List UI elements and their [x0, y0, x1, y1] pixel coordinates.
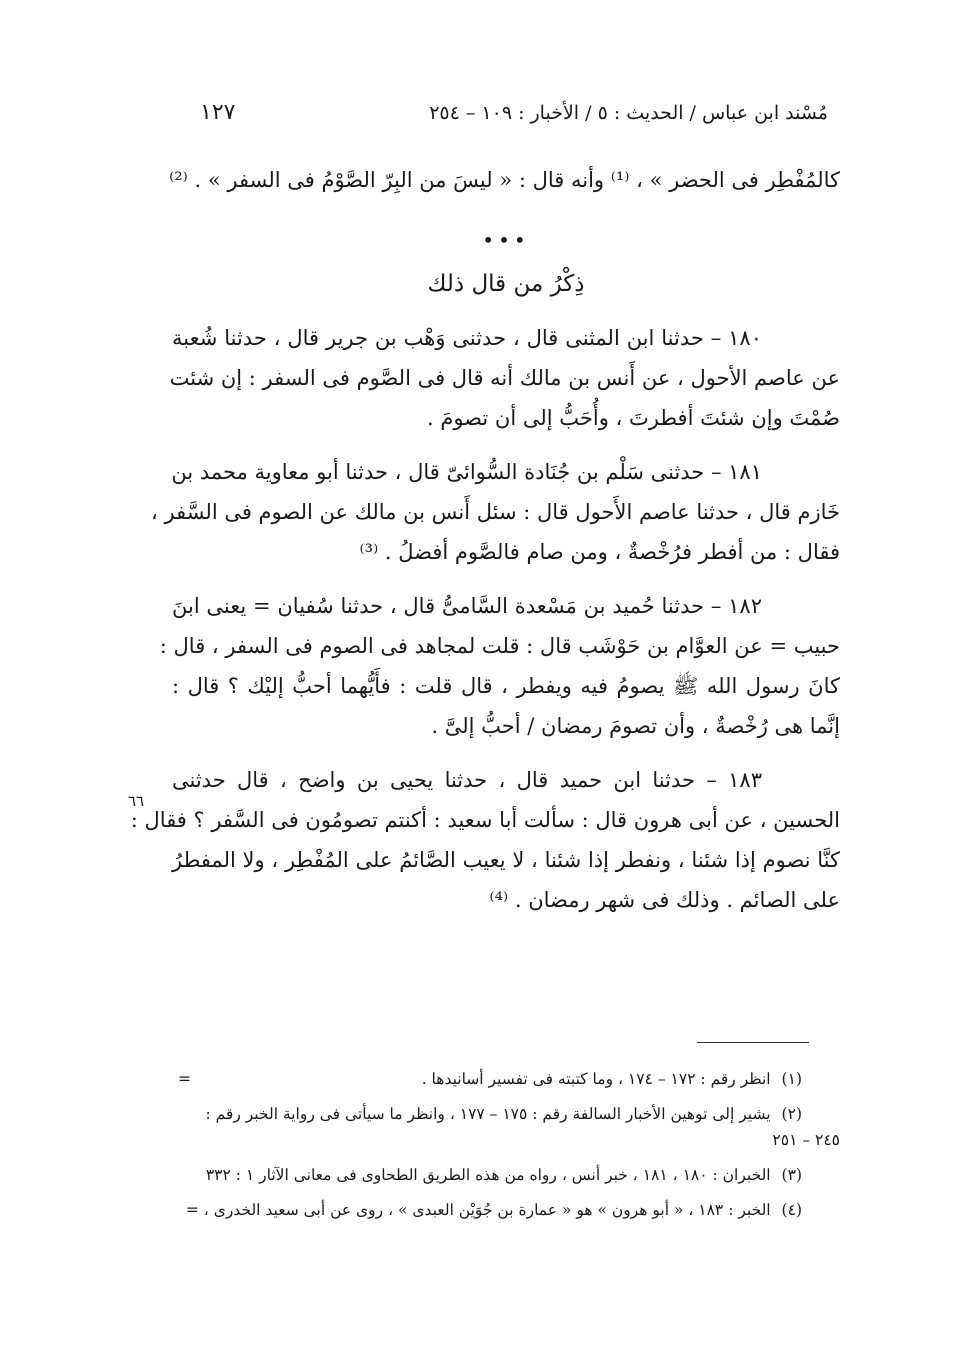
separator-dots: ••• — [482, 228, 530, 252]
running-header — [200, 102, 828, 142]
footnote-number: (٣) — [781, 1166, 802, 1184]
paragraph-line: الحسين ، عن أبى هرون قال : سألت أبا سعيد : أكنتم تصومُون فى السَّفر ؟ فقال : — [130, 808, 840, 832]
header-title: مُسْند ابن عباس / الحديث : ٥ / الأخبار : ١٠٩ – ٢٥٤ — [429, 102, 828, 124]
paragraph-line: فقال : من أفطر فرُخْصةٌ ، ومن صام فالصَّوم أفضلُ . ⁽³⁾ — [359, 540, 840, 564]
footnote-number: (١) — [781, 1070, 802, 1088]
footnote-2 — [178, 1101, 840, 1153]
paragraph-line: كنَّا نصوم إذا شئنا ، ونفطر إذا شئنا ، لا يعيب الصَّائمُ على المُفْطِر ، ولا المفطرُ — [172, 848, 840, 872]
footnote-text: الخبر : ١٨٣ ، « أبو هرون » هو « عمارة بن جُوَيْن العبدى » ، روى عن أبى سعيد الخدرى ، = — [185, 1201, 771, 1219]
paragraph-180 — [169, 318, 840, 438]
section-heading: ذِكْرُ من قال ذلك — [427, 271, 585, 297]
paragraph-line: ١٨٢ – حدثنا حُميد بن مَسْعدة السَّامىُّ قال ، حدثنا سُفيان = يعنى ابنَ — [172, 594, 762, 618]
paragraph-181 — [151, 452, 840, 572]
continuation-mark: = — [178, 1070, 191, 1088]
footnotes — [178, 1066, 840, 1232]
paragraph-line: حبيب = عن العوَّام بن حَوْشَب قال : قلت لمجاهد فى الصوم فى السفر ، قال : — [159, 634, 840, 658]
paragraph-line: ١٨٠ – حدثنا ابن المثنى قال ، حدثنى وَهْب بن جرير قال ، حدثنا شُعبة — [172, 326, 762, 350]
paragraph-line: إنَّما هى رُخْصةٌ ، وأن تصومَ رمضان / أحبُّ إلىَّ . — [431, 714, 840, 738]
paragraph-line: على الصائم . وذلك فى شهر رمضان . ⁽⁴⁾ — [489, 888, 840, 912]
paragraph-line: عن عاصم الأحول ، عن أَنس بن مالك أنه قال فى الصَّوم فى السفر : إن شئت — [169, 366, 840, 390]
footnote-continuation: ٢٤٥ – ٢٥١ — [772, 1131, 840, 1149]
paragraph-line: ١٨١ – حدثنى سَلْم بن جُنَادة السُّوائىّ قال ، حدثنا أبو معاوية محمد بن — [171, 460, 762, 484]
paragraph-line: خَازم قال ، حدثنا عاصم الأَحول قال : سئل أَنس بن مالك عن الصوم فى السَّفر ، — [151, 500, 840, 524]
page-number: ١٢٧ — [200, 100, 236, 125]
margin-page-reference: ٦٦ — [128, 792, 145, 810]
opening-line: كالمُفْطِر فى الحضر » ، ⁽¹⁾ وأنه قال : « ليسَ من البِرّ الصَّوْمُ فى السفر » . ⁽²⁾ — [169, 168, 840, 192]
footnote-divider — [697, 1042, 809, 1043]
footnote-3 — [178, 1162, 840, 1188]
paragraph-line: ١٨٣ – حدثنا ابن حميد قال ، حدثنا يحيى بن واضح ، قال حدثنى — [172, 768, 762, 792]
footnote-text: يشير إلى توهين الأخبار السالفة رقم : ١٧٥ – ١٧٧ ، وانظر ما سيأتى فى رواية الخبر رقم : — [205, 1105, 771, 1123]
footnote-number: (٤) — [781, 1201, 802, 1219]
paragraph-line: كانَ رسول الله ﷺ يصومُ فيه ويفطر ، قال قلت : فأَيُّهما أحبُّ إليْك ؟ قال : — [172, 674, 840, 698]
footnote-4 — [178, 1197, 840, 1223]
footnote-number: (٢) — [781, 1105, 802, 1123]
footnote-text: انظر رقم : ١٧٢ – ١٧٤ ، وما كتبته فى تفسير أسانيدها . — [421, 1070, 771, 1088]
footnote-1 — [178, 1066, 840, 1092]
paragraph-line: صُمْتَ وإن شئتَ أفطرتَ ، وأُحَبُّ إلى أن تصومَ . — [426, 406, 840, 430]
paragraph-182 — [159, 586, 840, 746]
footnote-text: الخبران : ١٨٠ ، ١٨١ ، خبر أنس ، رواه من هذه الطريق الطحاوى فى معانى الآثار ١ : ٣٣٢ — [205, 1166, 771, 1184]
